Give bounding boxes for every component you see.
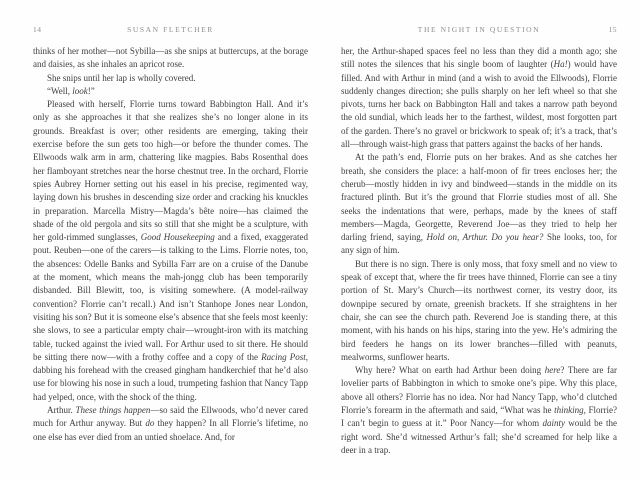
right-page-header bbox=[341, 25, 617, 35]
paragraph: thinks of her mother—not Sybilla—as she snips at buttercups, at the borage and daisies, as she inhales an apricot rose. bbox=[33, 46, 308, 70]
paragraph: She snips until her lap is wholly covered. bbox=[47, 72, 196, 83]
right-page bbox=[320, 0, 640, 480]
paragraph: But there is no sign. There is only moss, that foxy smell and no view to speak of except that, where the fir trees have thinned, Florrie can see a tiny portion of St. Mary’s Church—its northwest corner, its vestry door, its downpipe secured by ornate, greenish brackets. If she straightens in her chair, she can see the church path. Reverend Joe is standing there, at this moment, with his hands on his hips, staring into the yew. He’s admiring the bird feeders he hangs on its lower branches—filled with peanuts, mealworms, sunflower hearts. bbox=[341, 258, 617, 362]
paragraph: Arthur. These things happen—so said the Ellwoods, who’d never cared much for Arthur anyway. But do they happen? In all Florrie’s lifetime, no one else has ever died from an untied shoelace. And, for bbox=[33, 405, 309, 442]
right-page-body bbox=[341, 45, 617, 457]
left-page-header bbox=[33, 25, 308, 35]
paragraph: her, the Arthur-shaped spaces feel no less than they did a month ago; she still notes the silences that his single boom of laughter (Ha!) would have filled. And with Arthur in mind (and a wish to avoid the Ellwoods), Florrie suddenly changes direction; she pulls sharply on her left wheel so that she pivots, turns her back on Babbington Hall and takes a narrow path beyond the old sundial, which leads her to the farthest, wildest, most forgotten part of the garden. There’s no gravel or brickwork to speak of; it’s a track, that’s all—through waist-high grass that patters against the backs of her hands. bbox=[341, 46, 617, 150]
paragraph: At the path’s end, Florrie puts on her brakes. And as she catches her breath, she considers the place: a half-moon of fir trees encloses her; the cherub—mostly hidden in ivy and bindweed—stands in the middle on its fractured plinth. But it’s the ground that Florrie studies most of all. She seeks the indentations that were, perhaps, made by the knees of staff members—Magda, Georgette, Reverend Joe—as they tried to help her darling friend, saying, Hold on, Arthur. Do you hear? She looks, too, for any sign of him. bbox=[341, 152, 617, 256]
paragraph: “Well, look!” bbox=[47, 85, 95, 96]
right-page-number: 15 bbox=[608, 25, 617, 34]
left-page-number: 14 bbox=[33, 25, 42, 34]
running-head-author: SUSAN FLETCHER bbox=[127, 25, 214, 34]
running-head-title: THE NIGHT IN QUESTION bbox=[417, 25, 541, 34]
paragraph: Why here? What on earth had Arthur been doing here? There are far lovelier parts of Babbington in which to smoke one’s pipe. Why this place, above all others? Florrie has no idea. Nor had Nancy Tapp, who’d clutched Florrie’s forearm in the aftermath and said, “What was he thinking, Florrie? I can’t begin to guess at it.” Poor Nancy—for whom dainty would be the right word. She’d witnessed Arthur’s fall; she’d screamed for help like a deer in a trap. bbox=[341, 365, 617, 455]
paragraph: Pleased with herself, Florrie turns toward Babbington Hall. And it’s only as she approaches it that she realizes she’s no longer alone in its grounds. Breakfast is over; other residents are emerging, taking their exercise before the sun gets too high—or before the thunder comes. The Ellwoods walk arm in arm, chattering like magpies. Babs Rosenthal does her flamboyant stretches near the horse chestnut tree. In the orchard, Florrie spies Aubrey Horner setting out his easel in his precise, regimented way, laying down his brushes in descending size order and cracking his knuckles in preparation. Marcella Mistry—Magda’s bête noire—has claimed the shade of the old pergola and sits so still that she might be a sculpture, with her gold-rimmed sunglasses, Good Housekeeping and a fixed, exaggerated pout. Reuben—one of the carers—is talking to the Lims. Florrie notes, too, the absences: Odelle Banks and Sybilla Farr are on a cruise of the Danube at the moment, which means the mah-jongg club has been temporarily disbanded. Bill Blewitt, too, is visiting somewhere. (A model-railway convention? Florrie can’t recall.) And isn’t Stanhope Jones near London, visiting his son? But it is someone else’s absence that she feels most keenly: she slows, to see a particular empty chair—wrought-iron with its matching table, tucked against the ivied wall. For Arthur used to sit there. He should be sitting there now—with a frothy coffee and a copy of the Racing Post, dabbing his forehead with the creased gingham handkerchief that he’d also use for blowing his nose in such a loud, trumpeting fashion that Nancy Tapp had yelped, once, with the shock of the thing. bbox=[33, 99, 309, 402]
left-page-body bbox=[33, 45, 308, 444]
